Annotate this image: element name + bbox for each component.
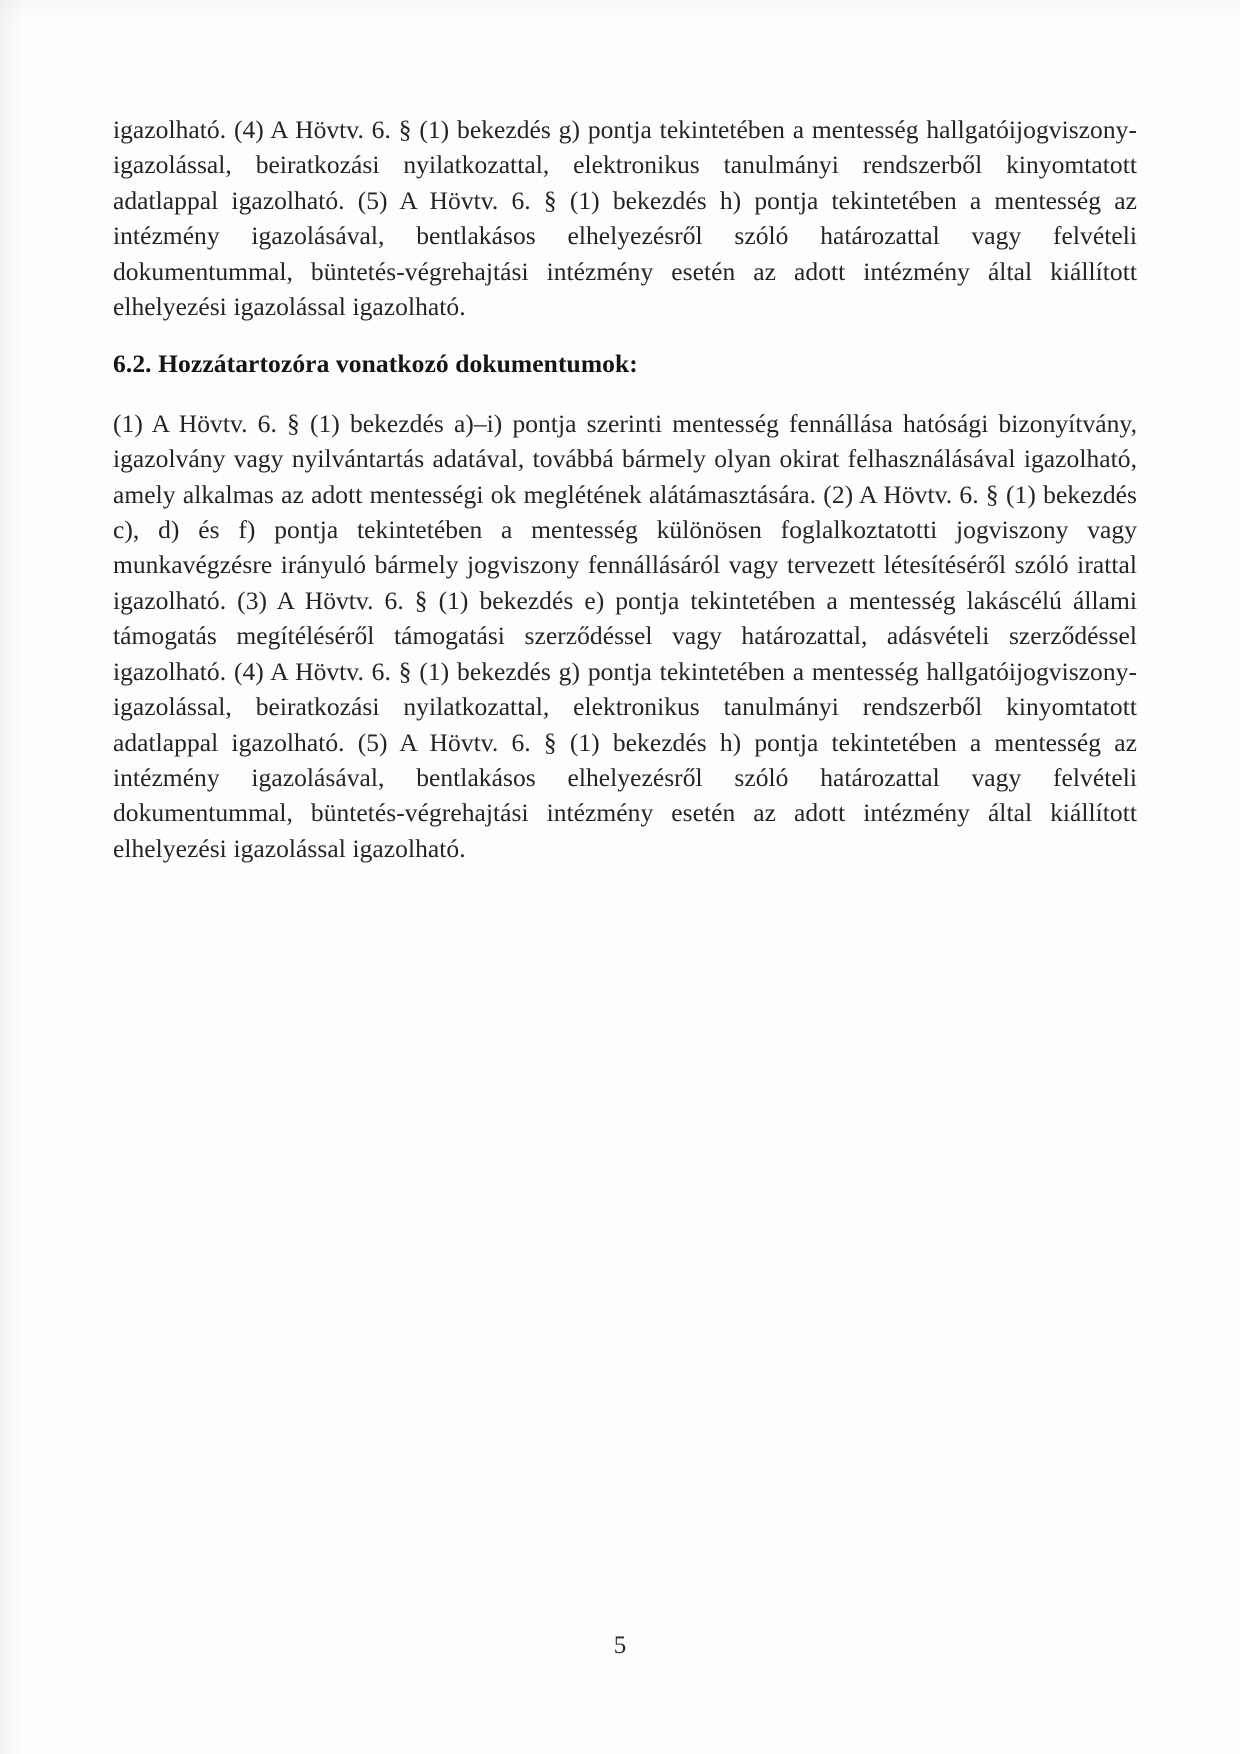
spacer-before-heading: [113, 324, 1137, 346]
scan-edge-shading-left: [0, 0, 26, 1754]
scan-edge-shading-top: [0, 0, 1240, 20]
section-heading-6-2: 6.2. Hozzátartozóra vonatkozó dokumentumok:: [113, 349, 638, 379]
body-paragraph-continuation: igazolható. (4) A Hövtv. 6. § (1) bekezdés g) pontja tekintetében a mentesség hallgatóijogviszony-igazolással, beiratkozási nyilatkozattal, elektronikus tanulmányi rendszerből kinyomtatott adatlappal igazolható. (5) A Hövtv. 6. § (1) bekezdés h) pontja tekintetében a mentesség az intézmény igazolásával, bentlakásos elhelyezésről szóló határozattal vagy felvételi dokumentummal, büntetés-végrehajtási intézmény esetén az adott intézmény által kiállított elhelyezési igazolással igazolható.: [113, 115, 1137, 322]
document-text-block: [113, 112, 1137, 866]
body-paragraph-section-6-2: (1) A Hövtv. 6. § (1) bekezdés a)–i) pontja szerinti mentesség fennállása hatósági bizonyítvány, igazolvány vagy nyilvántartás adatával, továbbá bármely olyan okirat felhasználásával igazolható, amely alkalmas az adott mentességi ok meglétének alátámasztására. (2) A Hövtv. 6. § (1) bekezdés c), d) és f) pontja tekintetében a mentesség különösen foglalkoztatotti jogviszony vagy munkavégzésre irányuló bármely jogviszony fennállásáról vagy tervezett létesítéséről szóló irattal igazolható. (3) A Hövtv. 6. § (1) bekezdés e) pontja tekintetében a mentesség lakáscélú állami támogatás megítéléséről támogatási szerződéssel vagy határozattal, adásvételi szerződéssel igazolható. (4) A Hövtv. 6. § (1) bekezdés g) pontja tekintetében a mentesség hallgatóijogviszony-igazolással, beiratkozási nyilatkozattal, elektronikus tanulmányi rendszerből kinyomtatott adatlappal igazolható. (5) A Hövtv. 6. § (1) bekezdés h) pontja tekintetében a mentesség az intézmény igazolásával, bentlakásos elhelyezésről szóló határozattal vagy felvételi dokumentummal, büntetés-végrehajtási intézmény esetén az adott intézmény által kiállított elhelyezési igazolással igazolható.: [113, 408, 1137, 863]
page-number: 5: [613, 1632, 627, 1659]
spacer-after-heading: [113, 382, 1137, 406]
